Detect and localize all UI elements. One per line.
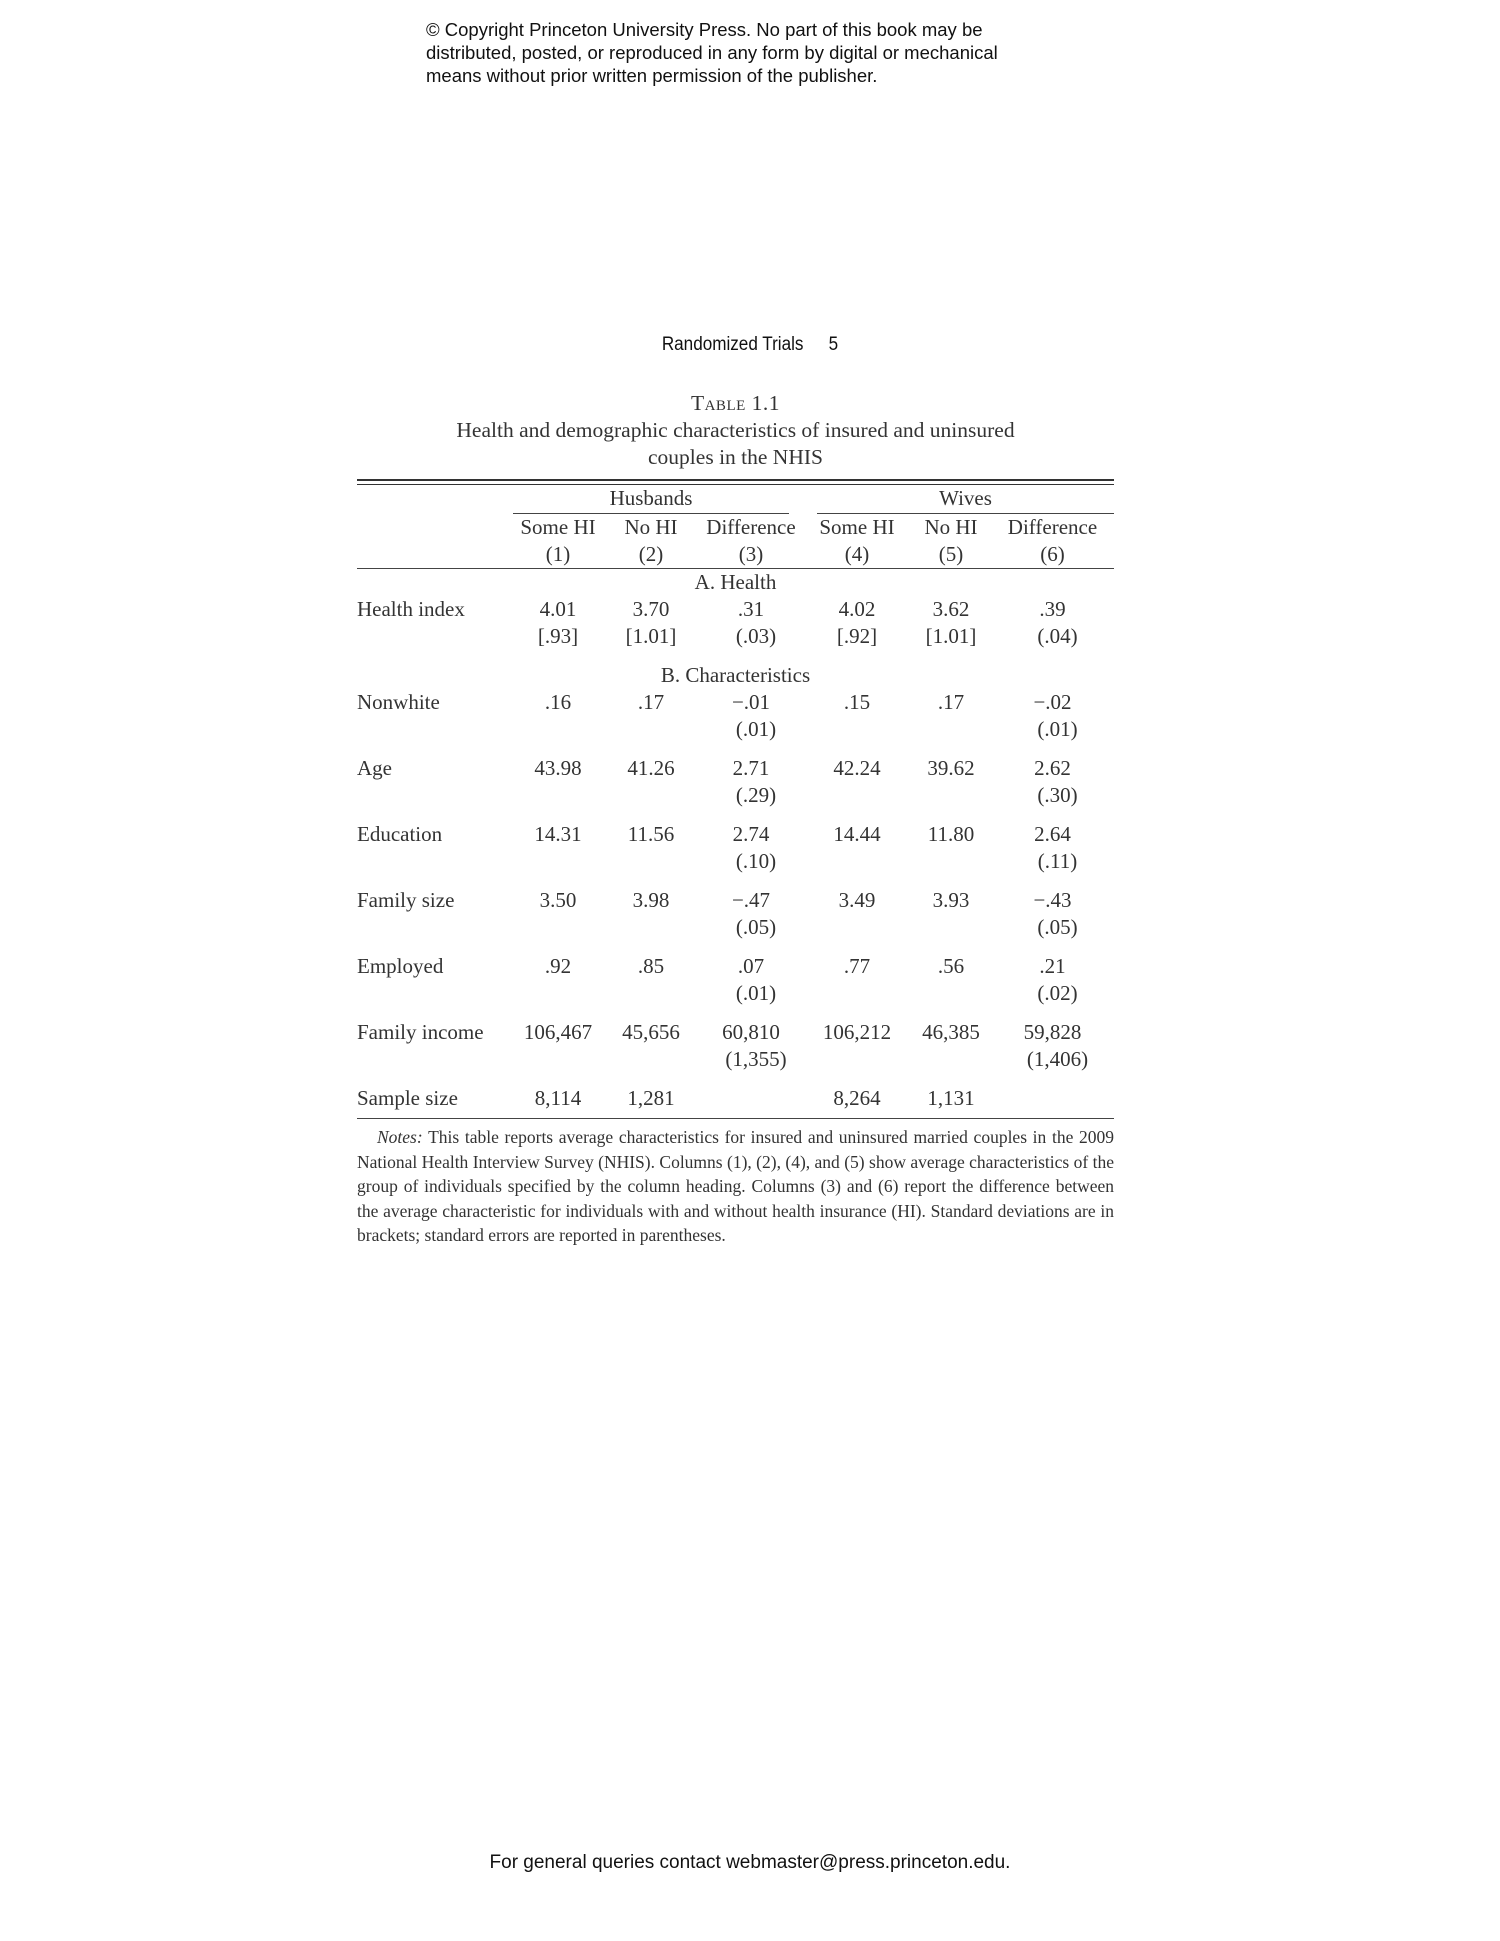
cell-error: (.01) [735,717,777,741]
cell-value: −.01 [731,690,771,714]
row-label: Education [357,822,443,846]
cell-value: −.02 [1033,690,1072,714]
cell-error: (.02) [1037,981,1078,1005]
table-cell [603,689,699,743]
table-cell [991,887,1114,941]
table-cell [803,689,911,743]
cell-error: (1,355) [725,1047,787,1071]
cell-error: (.05) [1037,915,1078,939]
cell-value: 2.62 [1034,756,1071,780]
cell-error: [.93] [537,624,579,648]
table-cell [911,821,991,875]
cell-value: .17 [937,690,965,714]
column-header: No HI (5) [924,515,978,566]
cell-value: 3.70 [632,597,670,621]
cell-value: −.43 [1033,888,1072,912]
cell-value: 45,656 [622,1020,680,1044]
cell-value: .16 [544,690,572,714]
cell-value: 2.74 [732,822,770,846]
table-block [357,390,1114,1248]
table-cell [699,689,803,743]
table-cell [513,1019,603,1073]
cell-error: [1.01] [925,624,977,648]
table-cell [803,596,911,650]
cell-value: 2.71 [732,756,770,780]
table-cell [803,1019,911,1073]
section-row [357,569,1114,596]
table-notes [357,1125,1114,1248]
row-label: Sample size [357,1086,458,1110]
table-cell [803,1085,911,1112]
cell-value: 11.56 [627,822,675,846]
cell-error: (.29) [735,783,777,807]
cell-value: .56 [937,954,965,978]
cell-value: 46,385 [922,1020,980,1044]
table-cell [513,755,603,809]
table-cell [991,821,1114,875]
row-spacer [357,650,1114,662]
cell-value: 8,114 [534,1086,582,1110]
footer-contact: For general queries contact webmaster@press.princeton.edu. [489,1852,1011,1873]
cell-value: .15 [843,690,871,714]
row-label: Age [357,756,392,780]
table-cell [911,596,991,650]
table-cell [603,887,699,941]
cell-value: .77 [843,954,871,978]
cell-error: (.04) [1037,624,1078,648]
page-number: 5 [828,334,839,355]
cell-value: .39 [1039,597,1066,621]
table-cell [603,821,699,875]
cell-value: 4.02 [838,597,876,621]
column-header: Some HI (1) [520,515,596,566]
copyright-notice [426,18,1066,87]
table-cell [911,1085,991,1112]
table-row [357,953,1114,1007]
cell-value: .92 [544,954,572,978]
table-cell [911,887,991,941]
row-label: Family size [357,888,455,912]
cell-value: 106,467 [523,1020,593,1044]
table-cell [699,821,803,875]
cell-value: 60,810 [722,1020,780,1044]
cell-error: (.05) [735,915,777,939]
table-row [357,689,1114,743]
table-cell [513,887,603,941]
cell-value: 4.01 [539,597,577,621]
table-cell [699,887,803,941]
table-label: Table 1.1 [690,391,781,415]
cell-value: 3.98 [632,888,670,912]
group-header-husbands: Husbands [513,485,789,514]
cell-value: 2.64 [1034,822,1071,846]
group-header-row [357,485,1114,514]
column-header: No HI (2) [624,515,678,566]
cell-error: (.30) [1037,783,1078,807]
cell-error: (.03) [735,624,777,648]
table-cell [603,755,699,809]
cell-value: 14.31 [534,822,582,846]
row-label: Health index [357,597,465,621]
copyright-line: means without prior written permission of the publisher. [426,65,878,86]
table-cell [911,1019,991,1073]
table-cell [699,1019,803,1073]
cell-value: .17 [637,690,665,714]
cell-value: −.47 [731,888,771,912]
copyright-line: © Copyright Princeton University Press. No part of this book may be [426,19,983,40]
section-row [357,662,1114,689]
cell-value: 3.62 [932,597,970,621]
section-heading-a: A. Health [694,570,777,594]
row-label: Nonwhite [357,690,440,714]
cell-error: [1.01] [625,624,677,648]
table-cell [513,689,603,743]
cell-value: .07 [737,954,765,978]
cell-value: 1,281 [627,1086,675,1110]
cell-error: (.11) [1037,849,1078,873]
cell-value: 59,828 [1023,1020,1082,1044]
table-cell [911,689,991,743]
row-spacer [357,743,1114,755]
row-spacer [357,875,1114,887]
table-cell [513,596,603,650]
cell-value: .21 [1039,954,1066,978]
table-cell [991,1085,1114,1112]
cell-value: .85 [637,954,665,978]
row-label: Family income [357,1020,484,1044]
table-cell [991,953,1114,1007]
running-head-title: Randomized Trials [661,334,804,355]
cell-value: 8,264 [833,1086,881,1110]
cell-error: (.01) [1037,717,1078,741]
column-header: Difference (3) [706,515,796,566]
table-cell [699,596,803,650]
column-header-row [357,514,1114,569]
table-row [357,1085,1114,1112]
table-cell [603,1019,699,1073]
column-header: Some HI (4) [819,515,895,566]
table-cell [803,755,911,809]
running-head [75,334,1425,356]
cell-value: 14.44 [833,822,881,846]
table-cell [603,596,699,650]
table-cell [991,689,1114,743]
table-title-line: couples in the NHIS [648,445,823,469]
cell-value: 1,131 [927,1086,975,1110]
row-spacer [357,809,1114,821]
cell-error: (.10) [735,849,777,873]
table-row [357,1019,1114,1073]
table-cell [911,953,991,1007]
table-caption [357,390,1114,471]
table-cell [803,953,911,1007]
table-cell [699,953,803,1007]
row-spacer [357,1007,1114,1019]
table-cell [603,1085,699,1112]
table-cell [603,953,699,1007]
table-row [357,821,1114,875]
section-heading-b: B. Characteristics [660,663,811,687]
cell-value: 42.24 [833,756,881,780]
table-cell [513,1085,603,1112]
cell-value: 3.49 [838,888,876,912]
row-label: Employed [357,954,444,978]
table-cell [991,1019,1114,1073]
cell-value: 43.98 [534,756,582,780]
cell-error: (1,406) [1026,1047,1089,1071]
table-cell [991,755,1114,809]
table-row [357,887,1114,941]
table-row [357,755,1114,809]
cell-value: 39.62 [927,756,975,780]
cell-value: 3.93 [932,888,970,912]
row-spacer [357,1073,1114,1085]
table-row [357,596,1114,650]
notes-text: This table reports average characteristics for insured and uninsured married couples in the 2009 National Health Interview Survey (NHIS). Columns (1), (2), (4), and (5) show average characteristics of the group of individuals specified by the column heading. Columns (3) and (6) report the difference between the average characteristic for individuals with and without health insurance (HI). Standard deviations are in brackets; standard errors are reported in parentheses. [357,1127,1114,1245]
cell-value: 11.80 [927,822,975,846]
table-cell [911,755,991,809]
table-cell [513,821,603,875]
table-cell [699,755,803,809]
cell-error: (.01) [735,981,777,1005]
copyright-line: distributed, posted, or reproduced in any form by digital or mechanical [426,42,998,63]
column-header: Difference (6) [1007,515,1098,566]
data-table [357,485,1114,1118]
group-header-wives: Wives [817,485,1114,514]
cell-value: .31 [737,597,765,621]
bottom-rule [357,1118,1114,1119]
cell-value: 3.50 [539,888,577,912]
table-title-line: Health and demographic characteristics of insured and uninsured [456,418,1015,442]
table-cell [991,596,1114,650]
cell-value: 41.26 [627,756,675,780]
table-cell [803,887,911,941]
table-cell [699,1085,803,1112]
table-cell [513,953,603,1007]
table-cell [803,821,911,875]
cell-value: 106,212 [822,1020,892,1044]
row-spacer [357,941,1114,953]
notes-lead: Notes: [377,1127,423,1147]
cell-error: [.92] [836,624,878,648]
